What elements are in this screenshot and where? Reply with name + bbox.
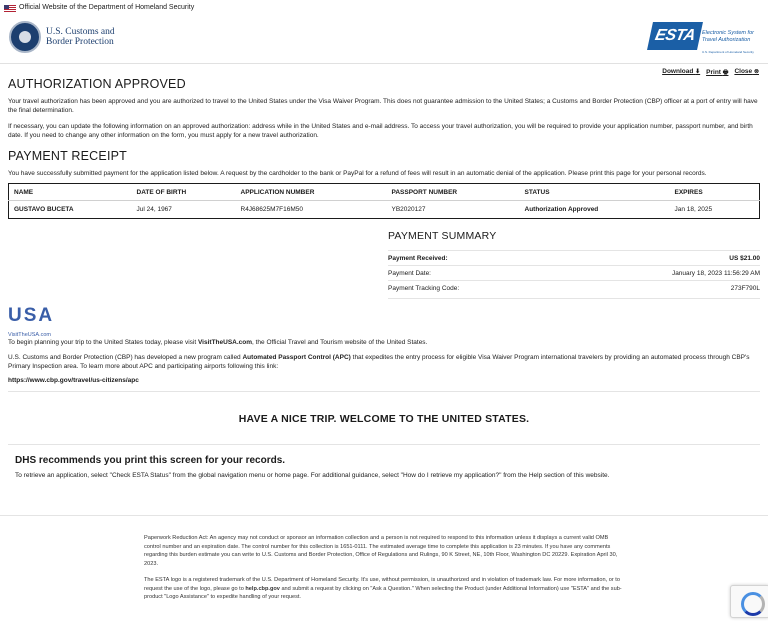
cell-expires: Jan 18, 2025 [674, 206, 713, 213]
col-header: DATE OF BIRTH [132, 184, 236, 201]
printer-icon: 🖶 [722, 70, 729, 76]
col-header: STATUS [520, 184, 670, 201]
cell-status: Authorization Approved [524, 206, 599, 213]
visittheusa-logo-mark: USA [8, 305, 70, 327]
apc-bold: Automated Passport Control (APC) [242, 354, 351, 361]
esta-tagline-line1: Electronic System for [702, 30, 754, 36]
summary-row-received [388, 250, 760, 265]
authorization-para2: If necessary, you can update the following information on an approved authorization: address while in the United States and e-mail address. To access your travel authorization, you will be required to provide your application number, passport number, and birth date. If you need to change any other information on the form, you must apply for a new travel authorization. [8, 123, 753, 139]
visit-text-before: To begin planning your trip to the United States today, please visit [8, 339, 198, 346]
gov-banner [0, 0, 768, 16]
apc-text [8, 353, 760, 371]
cbp-logo[interactable] [46, 27, 115, 47]
apc-text-before: U.S. Customs and Border Protection (CBP) has developed a new program called [8, 354, 243, 361]
cell-app-number: R4J68625M7F16M50 [240, 206, 304, 213]
visittheusa-logo[interactable] [8, 305, 72, 341]
close-label: Close [734, 68, 753, 75]
table-header-row [9, 184, 760, 201]
payment-summary-title: PAYMENT SUMMARY [388, 230, 497, 242]
visit-text [8, 338, 760, 347]
visittheusa-logo-caption: VisitTheUSA.com [8, 332, 51, 338]
paperwork-reduction-text: Paperwork Reduction Act: An agency may not conduct or sponsor an information collection and a person is not required to respond to this information unless it displays a current valid OMB control number and an expiration date. The control number for this collection is 1651-0111. The estimated average time to complete this application is 23 minutes. If you have any comments regarding this burden estimate you can write to U.S. Customs and Border Protection, Office of Regulations and Rulings, 90 K Street, NE, 10th Floor, Washington DC 20229. Expiration April 30, 2023. [144, 535, 618, 567]
esta-tagline [702, 30, 754, 44]
esta-sub: U.S. Department of Homeland Security [702, 50, 754, 54]
cell-name: GUSTAVO BUCETA [14, 206, 74, 213]
esta-logo[interactable] [650, 20, 760, 54]
print-link[interactable] [706, 68, 728, 78]
apc-text-after: that expedites the entry process for eligible Visa Waiver Program international travelers by providing an automated process through CBP's Primary Inspection area. To learn more about APC and participating airports following this link: [8, 354, 750, 370]
recaptcha-badge-icon[interactable] [730, 585, 768, 618]
trademark-text-before: The ESTA logo is a registered trademark of the U.S. Department of Homeland Security. It's use, without permission, is unauthorized and in violation of trademark law. For more information, or to request the use of the logo, please go to [144, 577, 620, 592]
receipt-table [8, 183, 760, 219]
visit-text-after: , the Official Travel and Tourism website of the United States. [252, 339, 428, 346]
summary-value: January 18, 2023 11:56:29 AM [671, 270, 760, 277]
divider [8, 391, 760, 392]
col-header: PASSPORT NUMBER [387, 184, 520, 201]
col-header: EXPIRES [670, 184, 760, 201]
trademark-text [144, 576, 624, 602]
col-header: NAME [9, 184, 132, 201]
footer-divider [0, 515, 768, 516]
dhs-seal-icon [9, 21, 41, 53]
close-icon: ⊗ [753, 69, 759, 75]
divider [8, 444, 760, 445]
gov-banner-text: Official Website of the Department of Homeland Security [19, 4, 195, 11]
col-header: APPLICATION NUMBER [236, 184, 387, 201]
authorization-para1: Your travel authorization has been approved and you are authorized to travel to the United States under the Visa Waiver Program. This does not guarantee admission to the United States; a Customs and Border Protection (CBP) officer at a port of entry will have the final determination. [8, 98, 758, 114]
summary-divider [388, 298, 760, 299]
payment-receipt-intro: You have successfully submitted payment for the application listed below. A request by the cardholder to the bank or PayPal for a refund of fees will result in an automatic denial of the application. Please print this page for your personal records. [8, 170, 707, 177]
nice-trip-message: HAVE A NICE TRIP. WELCOME TO THE UNITED STATES. [238, 413, 530, 425]
apc-link[interactable]: https://www.cbp.gov/travel/us-citizens/apc [8, 377, 139, 384]
visittheusa-link[interactable]: VisitTheUSA.com [197, 339, 253, 346]
us-flag-icon [4, 5, 16, 12]
summary-value: 273F790L [730, 285, 760, 292]
dhs-print-text: To retrieve an application, select "Check ESTA Status" from the global navigation menu or home page. For additional guidance, select "How do I retrieve my application?" from the Help section of this website. [15, 472, 610, 479]
payment-receipt-title: PAYMENT RECEIPT [8, 149, 127, 163]
download-label: Download [662, 68, 694, 75]
close-link[interactable] [734, 68, 759, 78]
summary-row-date [388, 265, 760, 280]
cell-dob: Jul 24, 1967 [136, 206, 172, 213]
authorization-title: AUTHORIZATION APPROVED [8, 77, 186, 91]
summary-label: Payment Received: [388, 255, 448, 262]
summary-value: US $21.00 [729, 255, 760, 262]
site-header [0, 16, 768, 64]
trademark-text-after: and submit a request by clicking on "Ask a Question." When selecting the Product (under Additional Information) use "ESTA" and the sub-product "Logo Assistance" to expedite handling of your request. [144, 585, 622, 600]
download-icon: ⬇ [695, 69, 701, 75]
help-cbp-link[interactable]: help.cbp.gov [245, 585, 280, 592]
download-link[interactable] [662, 68, 700, 78]
page-tools [662, 68, 759, 78]
esta-tagline-line2: Travel Authorization [702, 37, 751, 43]
summary-row-tracking [388, 280, 760, 295]
table-row [9, 201, 760, 219]
cell-passport: YB2020127 [391, 206, 426, 213]
esta-logo-mark: ESTA [647, 22, 703, 50]
cbp-name-line2: Border Protection [46, 37, 114, 47]
summary-label: Payment Date: [388, 270, 431, 277]
dhs-print-title: DHS recommends you print this screen for your records. [15, 455, 286, 466]
print-label: Print [706, 69, 721, 76]
summary-label: Payment Tracking Code: [388, 285, 460, 292]
cbp-name-line1: U.S. Customs and [46, 27, 115, 37]
